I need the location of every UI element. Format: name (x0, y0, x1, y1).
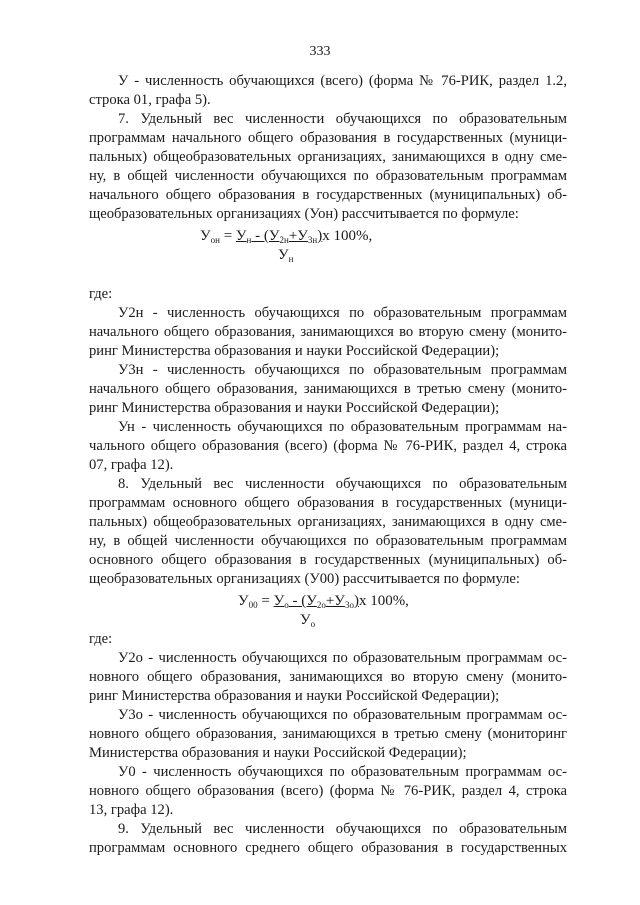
formula-numerator: $У_н - (У_{2н}+У_{3н})$ (235, 228, 323, 245)
text-line: 8. Удельный вес численности обучающихся по образовательным (118, 476, 567, 492)
text-line: У - численность обучающихся (всего) (форма № 76-РИК, раздел 1.2, (118, 73, 567, 89)
formula-lhs: $У_{00}$ (238, 593, 258, 610)
text-line: У2о - численность обучающихся по образовательным программам ос- (118, 650, 567, 666)
formula-eq: = (219, 228, 236, 244)
text-line: Министерства образования и науки Российской Федерации); (89, 745, 467, 761)
text-line: У3н - численность обучающихся по образовательным программам (118, 362, 567, 378)
text-line: щеобразовательных организациях (Уон) рассчитывается по формуле: (89, 206, 519, 222)
text-line: 7. Удельный вес численности обучающихся по образовательным (118, 111, 567, 127)
text-line: новного общего образования, занимающихся в третью смену (мониторинг (89, 726, 567, 742)
text-line: пальных) общеобразовательных организациях, занимающихся в одну сме- (89, 149, 567, 165)
text-line: новного общего образования (всего) (форма № 76-РИК, раздел 4, строка (89, 783, 567, 799)
text-line: чального общего образования (всего) (форма № 76-РИК, раздел 4, строка (89, 438, 567, 454)
formula-tail: х 100%, (322, 228, 373, 244)
text-line: ну, в общей численности обучающихся по образовательным программам (89, 168, 567, 184)
text-line: У0 - численность обучающихся по образовательным программам ос- (118, 764, 567, 780)
formula-denominator: $У_о$ (300, 612, 316, 629)
text-line: ринг Министерства образования и науки Российской Федерации); (89, 400, 500, 416)
text-line: программам основного среднего общего образования в государственных (89, 840, 567, 856)
text-line: 13, графа 12). (89, 802, 174, 818)
text-line: где: (89, 286, 113, 302)
formula-tail: х 100%, (358, 593, 409, 609)
formula-u00 (238, 593, 409, 610)
text-line: программам начального общего образования в государственных (муници- (89, 130, 567, 146)
formula-denominator: $У_н$ (278, 247, 294, 264)
text-line: начального общего образования в государственных (муниципальных) об- (89, 187, 567, 203)
text-line: У2н - численность обучающихся по образовательным программам (118, 305, 567, 321)
text-line: Ун - численность обучающихся по образовательным программам на- (118, 419, 567, 435)
text-line: У3о - численность обучающихся по образовательным программам ос- (118, 707, 567, 723)
formula-uon (200, 228, 372, 245)
text-line: новного общего образования, занимающихся во вторую смену (монито- (89, 669, 567, 685)
formula-eq: = (257, 593, 274, 609)
text-line: 07, графа 12). (89, 457, 174, 473)
page-number: 333 (309, 44, 331, 59)
text-line: основного общего образования в государственных (муниципальных) об- (89, 552, 567, 568)
text-line: щеобразовательных организациях (У00) рассчитывается по формуле: (89, 571, 520, 587)
text-line: где: (89, 631, 113, 647)
text-line: ну, в общей численности обучающихся по образовательным программам (89, 533, 567, 549)
formula-numerator: $У_о - (У_{2о}+У_{3о})$ (273, 593, 359, 610)
text-line: начального общего образования, занимающихся в третью смену (монито- (89, 381, 567, 397)
text-line: ринг Министерства образования и науки Российской Федерации); (89, 343, 500, 359)
text-line: строка 01, графа 5). (89, 92, 211, 108)
formula-lhs: $У_{он}$ (200, 228, 220, 245)
text-line: пальных) общеобразовательных организациях, занимающихся в одну сме- (89, 514, 567, 530)
text-line: начального общего образования, занимающихся во вторую смену (монито- (89, 324, 567, 340)
text-line: 9. Удельный вес численности обучающихся по образовательным (118, 821, 567, 837)
text-line: программам основного общего образования в государственных (муници- (89, 495, 567, 511)
text-line: ринг Министерства образования и науки Российской Федерации); (89, 688, 500, 704)
